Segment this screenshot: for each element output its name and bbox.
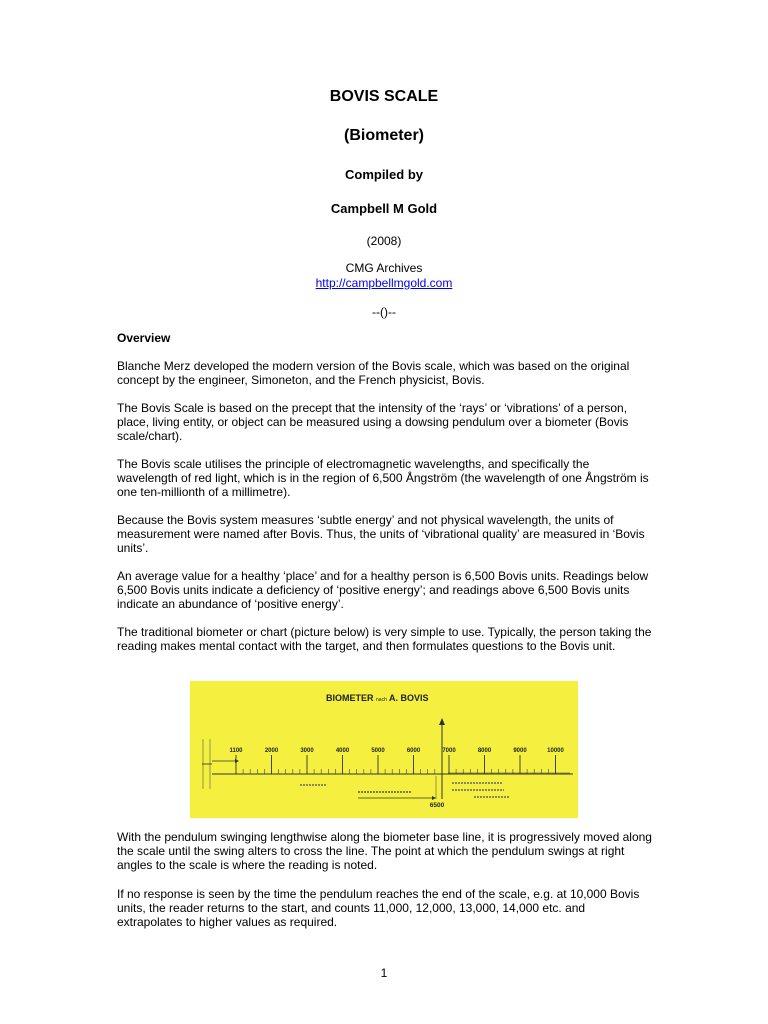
paragraph-extrapolate: If no response is seen by the time the pendulum reaches the end of the scale, e.g. at 10,000 Bovis units, the reader returns to the start, and counts 11,000, 12,000, 13,000, 14,000 etc. and extrapolates to higher values as required. — [117, 887, 640, 929]
scale-label: 2000 — [264, 748, 279, 754]
compiled-by-label: Compiled by — [344, 167, 423, 182]
paragraph-average-value: An average value for a healthy ‘place’ and for a healthy person is 6,500 Bovis units. Readings below 6,500 Bovis units indicate a deficiency of ‘positive energy’; and readings above 6,500 Bovis units indicate an abundance of ‘positive energy’. — [117, 569, 649, 611]
scale-label: 3000 — [300, 748, 314, 754]
scale-label: 4000 — [335, 748, 350, 754]
scale-group — [229, 748, 564, 774]
url-line — [0, 276, 768, 290]
paragraph-pendulum: With the pendulum swinging lengthwise along the biometer base line, it is progressively moved along the scale until the swing alters to cross the line. The point at which the pendulum swings at right angles to the scale is where the reading is noted. — [117, 830, 652, 872]
center-arrow-head — [439, 718, 445, 725]
document-title: BOVIS SCALE — [329, 88, 439, 105]
biometer-title: BIOMETER nach A. BOVIS — [326, 693, 429, 703]
center-value-label: 6500 — [429, 802, 445, 809]
paragraph-usage: The traditional biometer or chart (picture below) is very simple to use. Typically, the person taking the reading makes mental contact with the target, and then formulates questions to the Bovis unit. — [117, 625, 652, 653]
scale-label: 5000 — [371, 748, 385, 754]
paragraph-precept: The Bovis Scale is based on the precept that the intensity of the ‘rays’ or ‘vibrations’ of a person, place, living entity, or object can be measured using a dowsing pendulum over a biometer (Bovis scale/chart). — [117, 401, 629, 443]
paragraph-origin: Blanche Merz developed the modern version of the Bovis scale, which was based on the original concept by the engineer, Simoneton, and the French physicist, Bovis. — [117, 359, 630, 387]
biometer-drawing — [190, 681, 578, 818]
scale-label: 8000 — [477, 748, 492, 754]
page-number: 1 — [380, 966, 388, 980]
section-separator: --()-- — [372, 305, 396, 319]
website-link[interactable]: http://campbellmgold.com — [315, 276, 453, 290]
paragraph-wavelength: The Bovis scale utilises the principle of electromagnetic wavelengths, and specifically the wavelength of red light, which is in the region of 6,500 Ångström (the wavelength of one Ångström is one ten-millionth of a millimetre). — [117, 457, 649, 499]
scale-label: 1100 — [229, 748, 243, 754]
scale-label: 10000 — [547, 748, 564, 754]
archives-label: CMG Archives — [345, 261, 423, 275]
scale-label: 6000 — [406, 748, 421, 754]
lower-arrow-head — [432, 796, 436, 800]
biometer-chart-image — [190, 681, 578, 818]
overview-heading: Overview — [117, 331, 171, 345]
scale-label: 9000 — [513, 748, 527, 754]
document-subtitle: (Biometer) — [343, 127, 424, 144]
author-name: Campbell M Gold — [330, 201, 438, 216]
scale-label: 7000 — [442, 748, 456, 754]
paragraph-units: Because the Bovis system measures ‘subtle energy’ and not physical wavelength, the units of measurement were named after Bovis. Thus, the units of ‘vibrational quality’ are measured in ‘Bovis units’. — [117, 513, 645, 555]
publication-year: (2008) — [366, 234, 402, 248]
